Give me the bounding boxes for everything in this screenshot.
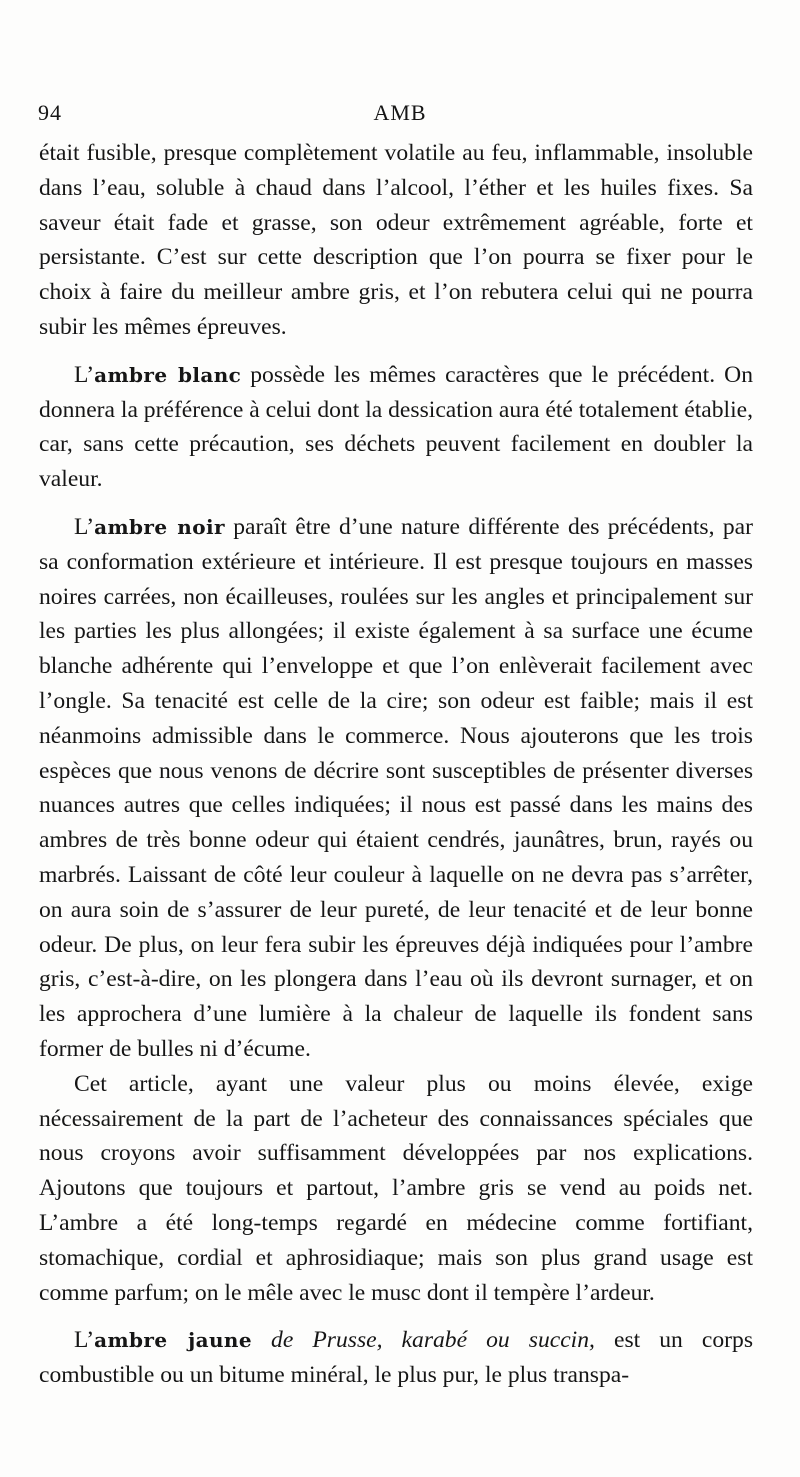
paragraph-ambre-noir: [39, 510, 753, 1067]
term-ambre-blanc: ambre blanc: [94, 362, 242, 387]
term-ambre-jaune: ambre jaune: [94, 1328, 252, 1353]
paragraph-text: paraît être d’une nature différente des précédents, par sa conformation extérieure et intérieure. Il est presque toujours en masses noires carrées, non écailleuses, roulées sur les angles et principalement sur les parties les plus allongées; il existe également à sa surface une écume blanche adhérente qui l’enveloppe et que l’on enlèverait facilement avec l’ongle. Sa tenacité est celle de la cire; son odeur est faible; mais il est néanmoins admissible dans le commerce. Nous ajouterons que les trois espèces que nous venons de décrire sont susceptibles de présenter diverses nuances autres que celles indiquées; il nous est passé dans les mains des ambres de très bonne odeur qui étaient cendrés, jaunâtres, brun, rayés ou marbrés. Laissant de côté leur couleur à laquelle on ne devra pas s’arrêter, on aura soin de s’assurer de leur pureté, de leur tenacité et de leur bonne odeur. De plus, on leur fera subir les épreuves déjà indiquées pour l’ambre gris, c’est-à-dire, on les plongera dans l’eau où ils devront surnager, et on les approchera d’une lumière à la chaleur de laquelle ils fondent sans former de bulles ni d’écume.: [39, 513, 753, 1062]
page-header: [38, 100, 762, 130]
paragraph-text: est un corps combustible ou un bitume minéral, le plus pur, le plus transpa-: [39, 1327, 753, 1389]
paragraph-ambre-blanc: [39, 358, 753, 497]
paragraph-lead: L’: [74, 513, 95, 540]
running-head: AMB: [373, 100, 427, 125]
paragraph-ambre-jaune: [39, 1323, 753, 1393]
term-ambre-noir: ambre noir: [94, 514, 225, 539]
page-number: 94: [38, 100, 62, 125]
body-text: [39, 136, 753, 1393]
paragraph-text: était fusible, presque complètement volatile au feu, inflammable, insoluble dans l’eau, soluble à chaud dans l’alcool, l’éther et les huiles fixes. Sa saveur était fade et grasse, son odeur extrêmement agréable, forte et persistante. C’est sur cette description que l’on pourra se fixer pour le choix à faire du meilleur ambre gris, et l’on rebutera celui qui ne pourra subir les mêmes épreuves.: [39, 140, 753, 340]
paragraph-lead: L’: [74, 1327, 95, 1354]
paragraph-lead: L’: [74, 361, 95, 388]
paragraph-article-value: [39, 1067, 753, 1311]
paragraph-text: possède les mêmes caractères que le précédent. On donnera la préférence à celui dont la dessication aura été totalement établie, car, sans cette précaution, ses déchets peuvent facilement en doubler la valeur.: [39, 361, 754, 493]
paragraph-continuation: [39, 136, 753, 345]
paragraph-text: Cet article, ayant une valeur plus ou moins élevée, exige nécessairement de la part de l’acheteur des connaissances spéciales que nous croyons avoir suffisamment développées par nos explications. Ajoutons que toujours et partout, l’ambre gris se vend au poids net. L’ambre a été long-temps regardé en médecine comme fortifiant, stomachique, cordial et aphrosidiaque; mais son plus grand usage est comme parfum; on le mêle avec le musc dont il tempère l’ardeur.: [39, 1070, 753, 1306]
italic-phrase: de Prusse, karabé ou succin,: [252, 1327, 595, 1354]
